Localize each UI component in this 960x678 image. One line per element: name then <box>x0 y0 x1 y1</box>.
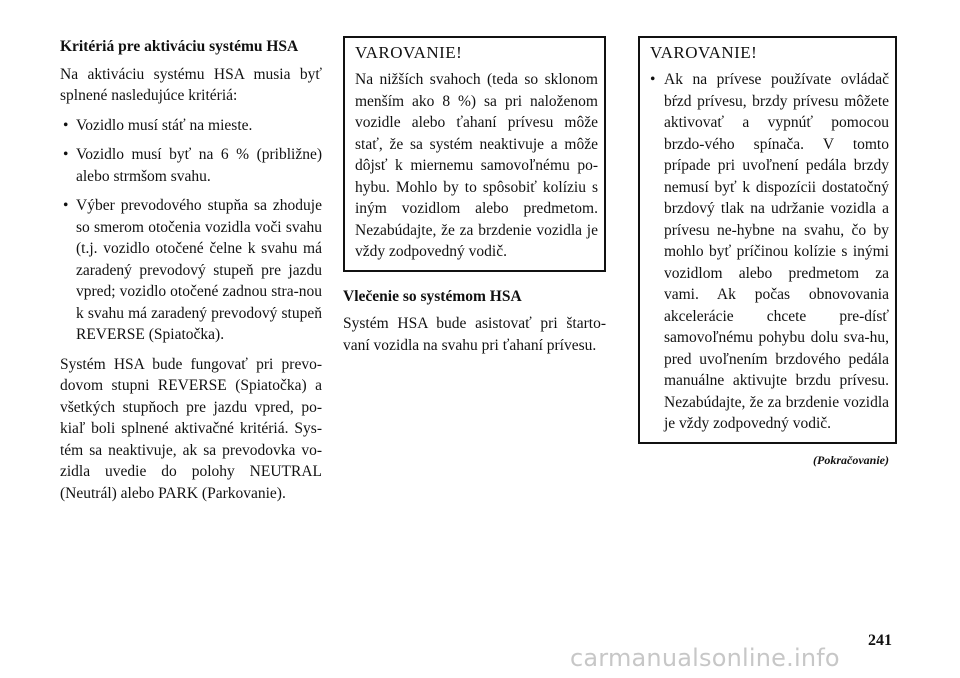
page-number: 241 <box>868 632 892 649</box>
warning-title: VAROVANIE! <box>355 43 463 62</box>
watermark: carmanualsonline.info <box>570 644 840 672</box>
warning-list <box>650 69 889 435</box>
list-item: • Výber prevodového stupňa sa zhoduje so smerom otočenia vozidla voči svahu (t.j. vozidlo otočené čelne k svahu má zaradený prevodový stupeň pre jazdu vpred; vozidlo otočené zadnou stra-nou k svahu má zaradený prevodový stupeň REVERSE (Spiatočka). <box>60 195 322 346</box>
warning-box-trailer <box>638 36 897 444</box>
column-middle <box>343 36 606 364</box>
criteria-intro: Na aktiváciu systému HSA musia byť splnené nasledujúce kritériá: <box>60 65 322 104</box>
criteria-list <box>60 115 322 346</box>
towing-paragraph: Systém HSA bude asistovať pri štarto-vaní vozidla na svahu pri ťahaní prívesu. <box>343 315 606 354</box>
warning-title: VAROVANIE! <box>650 43 758 62</box>
list-item: • Vozidlo musí stáť na mieste. <box>60 115 322 137</box>
section-heading-hsa-criteria: Kritériá pre aktiváciu systému HSA <box>60 38 299 55</box>
continued-note: (Pokračovanie) <box>813 452 889 467</box>
column-right <box>638 36 897 468</box>
reverse-gear-paragraph: Systém HSA bude fungovať pri prevo-dovom stupni REVERSE (Spiatočka) a všetkých stupňoch pre jazdu vpred, po-kiaľ boli splnené aktivačné kritériá. Sys-tém sa neaktivuje, ak sa prevodovka vo-zidla uvedie do polohy NEUTRAL (Neutrál) alebo PARK (Parkovanie). <box>60 355 322 502</box>
warning-box-slope <box>343 36 606 272</box>
warning-bullet: • Ak na prívese používate ovládač bŕzd prívesu, brzdy prívesu môžete aktivovať a vypnúť pomocou brzdo-vého spínača. V tomto prípade pri uvoľnení pedála brzdy nemusí byť k dispozícii dostatočný brzdový tlak na udržanie vozidla a prívesu ne-hybne na svahu, čo by mohlo byť príčinou kolízie s inými vozidlom alebo predmetom za vami. Ak počas obnovovania akcelerácie chcete pre-dísť samovoľnému pohybu dolu sva-hu, pred uvoľnením brzdového pedála manuálne aktivujte brzdu prívesu. Nezabúdajte, že za brzdenie vozidla je vždy zodpovedný vodič. <box>650 69 889 435</box>
list-item: • Vozidlo musí byť na 6 % (približne) alebo strmšom svahu. <box>60 144 322 187</box>
column-left <box>60 36 322 512</box>
section-heading-towing: Vlečenie so systémom HSA <box>343 287 522 305</box>
warning-text: Na nižších svahoch (teda so sklonom menším ako 8 %) sa pri naloženom vozidle alebo ťahaní prívesu môže stať, že sa systém neaktivuje a môže dôjsť k miernemu samovoľnému po-hybu. Mohlo by to spôsobiť kolíziu s iným vozidlom alebo predmetom. Nezabúdajte, že za brzdenie vozidla je vždy zodpovedný vodič. <box>355 71 598 260</box>
